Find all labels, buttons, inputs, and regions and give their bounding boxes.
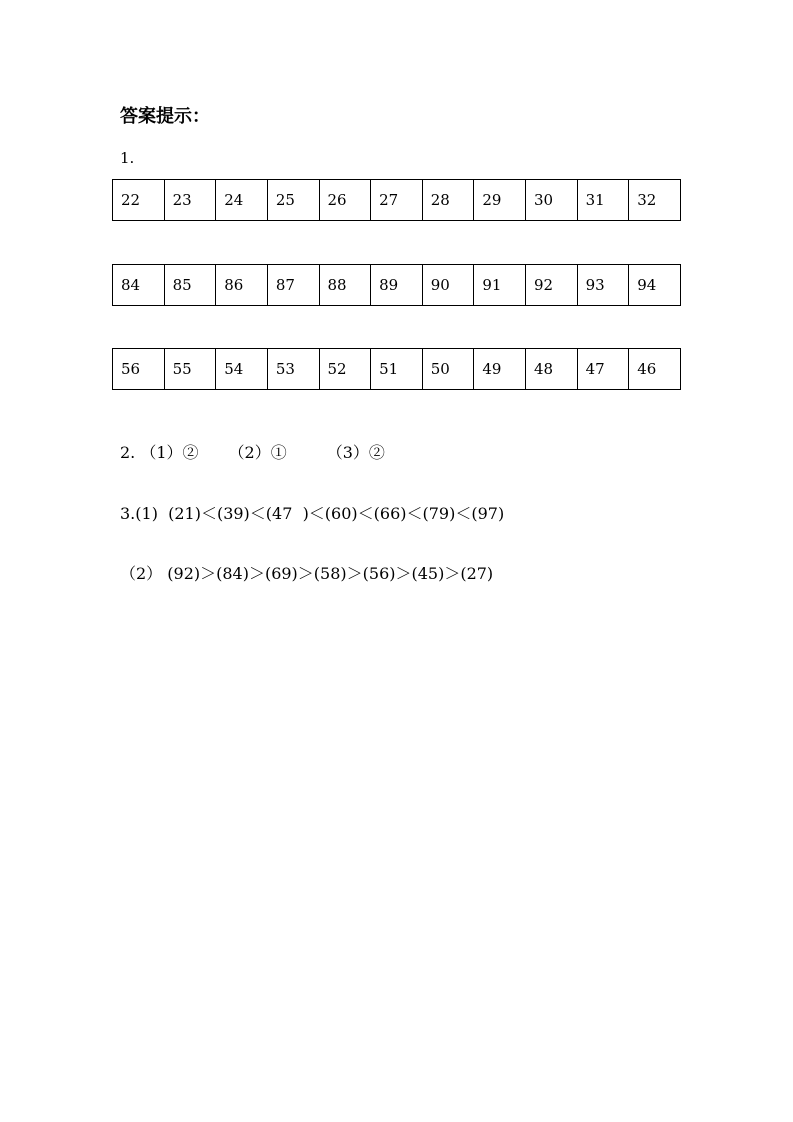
grid-cell: 91 [474,265,526,306]
grid-cell: 94 [629,265,681,306]
grid-cell: 30 [526,180,578,221]
grid-cell: 87 [267,265,319,306]
grid-cell: 26 [319,180,371,221]
number-grid-row-1 [112,179,681,221]
grid-cell: 86 [216,265,268,306]
question-1-label: 1. [120,149,135,167]
grid-cell: 24 [216,180,268,221]
number-grid-row-2 [112,264,681,306]
grid-cell: 25 [267,180,319,221]
grid-cell: 84 [113,265,165,306]
question-2-answer-3: （3）② [326,443,385,462]
grid-cell: 23 [164,180,216,221]
number-grid-row-3 [112,348,681,390]
question-2-answer-2: （2）① [228,443,287,462]
grid-cell: 46 [629,349,681,390]
grid-cell: 56 [113,349,165,390]
grid-cell: 32 [629,180,681,221]
grid-cell: 51 [371,349,423,390]
grid-cell: 22 [113,180,165,221]
question-3-part-1-answer: 3.(1) (21)＜(39)＜(47 )＜(60)＜(66)＜(79)＜(97) [120,504,505,523]
grid-cell: 93 [577,265,629,306]
grid-cell: 27 [371,180,423,221]
grid-cell: 53 [267,349,319,390]
grid-cell: 55 [164,349,216,390]
grid-cell: 28 [422,180,474,221]
grid-cell: 90 [422,265,474,306]
question-3-part-2-answer: （2） (92)＞(84)＞(69)＞(58)＞(56)＞(45)＞(27) [120,564,494,583]
question-2-prefix: 2. [120,443,141,462]
grid-cell: 29 [474,180,526,221]
grid-cell: 85 [164,265,216,306]
grid-cell: 50 [422,349,474,390]
grid-cell: 52 [319,349,371,390]
grid-cell: 49 [474,349,526,390]
grid-cell: 48 [526,349,578,390]
grid-cell: 88 [319,265,371,306]
grid-cell: 47 [577,349,629,390]
question-2-answers [120,442,385,464]
grid-cell: 89 [371,265,423,306]
grid-cell: 54 [216,349,268,390]
grid-cell: 31 [577,180,629,221]
answer-hints-heading: 答案提示： [120,106,210,127]
grid-cell: 92 [526,265,578,306]
question-2-answer-1: （1）② [140,443,199,462]
